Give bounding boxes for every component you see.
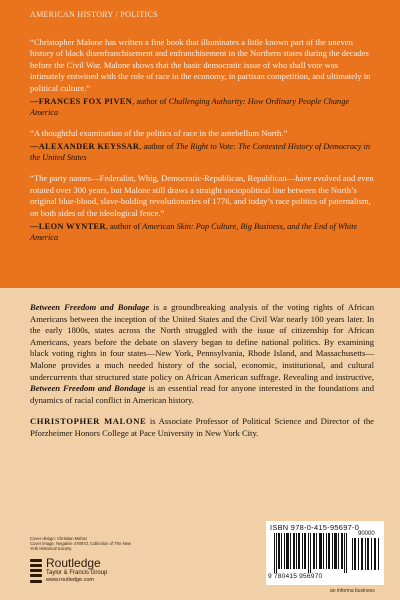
quote-text: “The party names—Federalist, Whig, Democratic-Republican, Republican—have evolved and even rotated over 300 years, but Malone still draws a straight sociopolitical line between the North’s original blue-blood, slave-holding revolutionaries of 1776, and today’s race politics of paternalism, on both sides of the ideological fence.” [30, 173, 374, 218]
author-bio [30, 416, 374, 439]
publisher-url: www.routledge.com [46, 577, 94, 583]
description-text: is an essential read for anyone interested in the foundations and dynamics of racial conflict in American history. [30, 383, 375, 405]
quote-attribution [30, 96, 374, 118]
publisher-name: Routledge [46, 556, 101, 570]
attribution-connector: , author of [139, 142, 176, 152]
isbn-label: ISBN 978-0-415-95697-0 [270, 523, 360, 532]
attribution-name: —FRANCES FOX PIVEN [30, 97, 133, 107]
ean-barcode-icon [274, 533, 348, 573]
endorsements-panel [0, 0, 400, 288]
quote-wynter [30, 173, 374, 243]
attribution-name: —LEON WYNTER [30, 222, 106, 232]
attribution-work: American Skin: Pop Culture, Big Business, and the End of White America [30, 222, 358, 243]
author-name: CHRISTOPHER MALONE [30, 416, 147, 427]
attribution-work: Challenging Authority: How Ordinary People Change America [30, 97, 350, 118]
price-barcode-icon [352, 538, 380, 570]
price-code: 90000 [358, 531, 375, 537]
cover-image-credit: Cover image: Negative 47887d, Collection of The New York Historical Society [30, 541, 131, 551]
quote-attribution [30, 221, 374, 243]
book-title: Between Freedom and Bondage [30, 383, 146, 394]
quote-attribution [30, 141, 374, 163]
book-description [30, 302, 374, 406]
description-text: is a groundbreaking analysis of the voting rights of African Americans between the inception of the United States and the Civil War nearly 100 years later. In the early 1800s, states across the North struggled with the issue of citizenship for African Americans, years before the debate on slavery began to define national politics. By examining black voting rights in four states—New York, Pennsylvania, Rhode Island, and Massachusetts—Malone provides a much needed history of the social, economic, institutional, and cultural undercurrents that structured state policy on African American suffrage. Revealing and instructive, [30, 302, 374, 382]
informa-tagline: an informa business [330, 588, 375, 594]
publisher-text [46, 557, 107, 584]
quote-piven [30, 37, 374, 118]
bio-text: is Associate Professor of Political Science and Director of the Pforzheimer Honors College at Pace University in New York City. [30, 416, 374, 438]
publisher-group: Taylor & Francis Group [46, 570, 108, 576]
attribution-connector: , author of [105, 222, 143, 232]
quote-text: “Christopher Malone has written a fine book that illuminates a little known part of the uneven history of black disenfranchisement and enfranchisement in the Northern states during the decades before the Civil War. Malone shows that the basic democratic issue of who shall vote was intimately entwined with the role of race in the economy, in partisan competition, and ultimately in political culture.” [30, 37, 371, 93]
routledge-logo-icon [30, 559, 42, 583]
barcode [266, 521, 384, 585]
ean-digits: 9 780415 956970 [268, 573, 323, 580]
quote-text: “A thoughtful examination of the politics of race in the antebellum North.” [30, 128, 288, 139]
cover-credits [30, 536, 140, 551]
attribution-name: —ALEXANDER KEYSSAR [30, 142, 140, 152]
attribution-work: The Right to Vote: The Contested History of Democracy in the United States [30, 142, 370, 163]
book-title: Between Freedom and Bondage [30, 302, 150, 312]
quote-keyssar [30, 128, 374, 163]
category-label: AMERICAN HISTORY / POLITICS [30, 10, 158, 19]
cover-design-credit: Cover design: Christian Mahoz [30, 536, 88, 541]
publisher-block [30, 557, 107, 584]
attribution-connector: , author of [132, 97, 169, 107]
